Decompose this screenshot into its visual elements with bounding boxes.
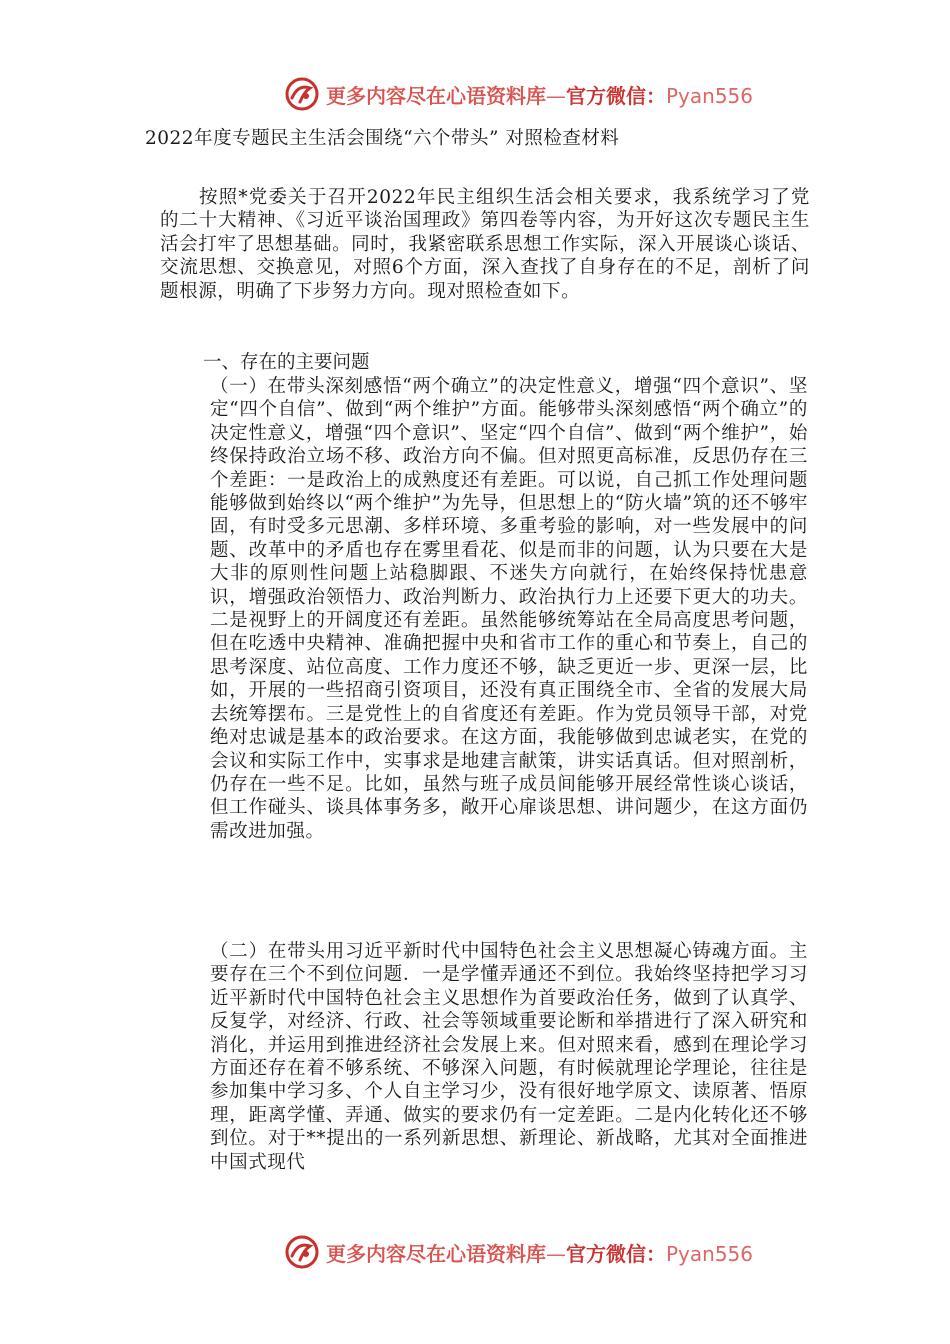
watermark-footer — [284, 1232, 753, 1272]
intro-paragraph: 按照*党委关于召开2022年民主组织生活会相关要求，我系统学习了党的二十大精神、《习近平谈治国理政》第四卷等内容，为开好这次专题民主生活会打牢了思想基础。同时，我紧密联系思想工作实际，深入开展谈心谈话、交流思想、交换意见，对照6个方面，深入查找了自身存在的不足，剖析了问题根源，明确了下步努力方向。现对照检查如下。 — [160, 187, 810, 302]
watermark-wechat-label: 官方微信： — [566, 83, 666, 108]
watermark-id: Pyan556 — [666, 1241, 754, 1266]
watermark-text — [326, 1238, 753, 1267]
watermark-text — [326, 80, 753, 109]
brush-swirl-logo-icon — [284, 1234, 320, 1270]
brush-swirl-logo-icon — [284, 76, 320, 112]
watermark-main: 更多内容尽在心语资料库 — [326, 83, 546, 108]
section-2-paragraph: （二）在带头用习近平新时代中国特色社会主义思想凝心铸魂方面。主要存在三个不到位问题．一是学懂弄通还不到位。我始终坚持把学习习近平新时代中国特色社会主义思想作为首要政治任务，做到了认真学、反复学，对经济、行政、社会等领域重要论断和举措进行了深入研究和消化，并运用到推进经济社会发展上来。但对照来看，感到在理论学习方面还存在着不够系统、不够深入问题，有时候就理论学理论，往往是参加集中学习多、个人自主学习少，没有很好地学原文、读原著、悟原理，距离学懂、弄通、做实的要求仍有一定差距。二是内化转化还不够到位。对于**提出的一系列新思想、新理论、新战略，尤其对全面推进中国式现代 — [210, 941, 808, 1173]
watermark-id: Pyan556 — [666, 83, 754, 108]
watermark-header — [284, 74, 753, 114]
watermark-dash: — — [546, 83, 566, 108]
document-title: 2022年度专题民主生活会围绕“六个带头” 对照检查材料 — [145, 128, 620, 149]
watermark-dash: — — [546, 1241, 566, 1266]
section-heading: 一、存在的主要问题 — [203, 352, 370, 373]
watermark-main: 更多内容尽在心语资料库 — [326, 1241, 546, 1266]
watermark-wechat-label: 官方微信： — [566, 1241, 666, 1266]
section-1-paragraph: （一）在带头深刻感悟“两个确立”的决定性意义，增强“四个意识”、坚定“四个自信”、做到“两个维护”方面。能够带头深刻感悟“两个确立”的决定性意义，增强“四个意识”、坚定“四个自信”、做到“两个维护”，始终保持政治立场不移、政治方向不偏。但对照更高标准，反思仍存在三个差距：一是政治上的成熟度还有差距。可以说，自己抓工作处理问题能够做到始终以“两个维护”为先导，但思想上的“防火墙”筑的还不够牢固，有时受多元思潮、多样环境、多重考验的影响，对一些发展中的问题、改革中的矛盾也存在雾里看花、似是而非的问题，认为只要在大是大非的原则性问题上站稳脚跟、不迷失方向就行，在始终保持忧患意识，增强政治领悟力、政治判断力、政治执行力上还要下更大的功夫。二是视野上的开阔度还有差距。虽然能够统筹站在全局高度思考问题，但在吃透中央精神、准确把握中央和省市工作的重心和节奏上，自己的思考深度、站位高度、工作力度还不够，缺乏更近一步、更深一层，比如，开展的一些招商引资项目，还没有真正围绕全市、全省的发展大局去统筹摆布。三是党性上的自省度还有差距。作为党员领导干部，对党绝对忠诚是基本的政治要求。在这方面，我能够做到忠诚老实，在党的会议和实际工作中，实事求是地建言献策，讲实话真话。但对照剖析，仍存在一些不足。比如，虽然与班子成员间能够开展经常性谈心谈话，但工作碰头、谈具体事务多，敞开心扉谈思想、讲问题少，在这方面仍需改进加强。 — [210, 376, 808, 842]
